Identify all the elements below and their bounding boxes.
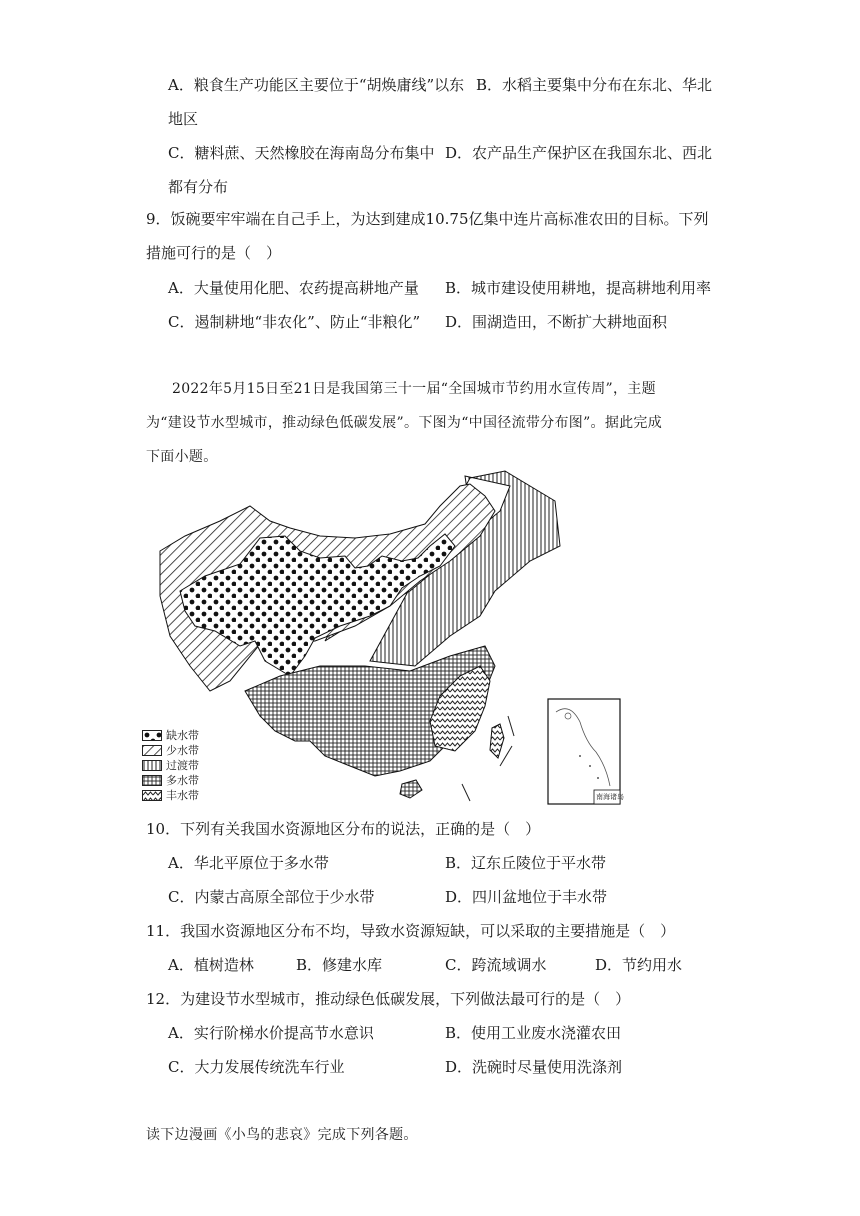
south-china-sea-inset — [548, 699, 620, 804]
legend-swatch-diag — [142, 745, 162, 756]
q9-option-d: D．围湖造田，不断扩大耕地面积 — [445, 313, 668, 331]
q10-option-c: C．内蒙古高原全部位于少水带 — [168, 888, 375, 906]
q9-option-b: B．城市建设使用耕地，提高耕地利用率 — [445, 279, 712, 297]
legend-label: 过渡带 — [166, 759, 199, 772]
q10-option-a: A．华北平原位于多水带 — [168, 854, 329, 872]
legend-swatch-grid — [142, 775, 162, 786]
legend-label: 缺水带 — [166, 729, 199, 742]
closing-instruction: 读下边漫画《小鸟的悲哀》完成下列各题。 — [146, 1127, 418, 1143]
passage-line3: 下面小题。 — [146, 449, 218, 465]
q11-stem: 11．我国水资源地区分布不均，导致水资源短缺，可以采取的主要措施是（ ） — [146, 922, 676, 940]
q10-option-b: B．辽东丘陵位于平水带 — [445, 854, 607, 872]
q9-stem-line1: 9．饭碗要牢牢端在自己手上，为达到建成10.75亿集中连片高标准农田的目标。下列 — [146, 210, 709, 228]
legend-label: 丰水带 — [166, 789, 199, 802]
q11-option-d: D．节约用水 — [595, 956, 683, 974]
q12-option-d: D．洗碗时尽量使用洗涤剂 — [445, 1058, 623, 1076]
q10-option-d: D．四川盆地位于丰水带 — [445, 888, 608, 906]
legend-label: 少水带 — [166, 744, 199, 757]
q8-option-c: C．糖料蔗、天然橡胶在海南岛分布集中 — [168, 144, 435, 162]
passage-line2: 为“建设节水型城市，推动绿色低碳发展”。下图为“中国径流带分布图”。据此完成 — [146, 415, 663, 431]
q11-option-a: A．植树造林 — [168, 956, 254, 974]
q12-option-c: C．大力发展传统洗车行业 — [168, 1058, 345, 1076]
q8-option-d-cont: 都有分布 — [168, 178, 229, 196]
q8-option-b-cont: 地区 — [168, 110, 199, 128]
legend-item-scarce — [142, 728, 199, 742]
legend-item-less — [142, 743, 199, 757]
legend-item-plentiful — [142, 788, 199, 802]
q9-option-a: A．大量使用化肥、农药提高耕地产量 — [168, 279, 419, 297]
legend-item-transition — [142, 758, 199, 772]
runoff-zone-map — [140, 466, 630, 806]
q11-option-c: C．跨流域调水 — [445, 956, 547, 974]
q9-stem-line2: 措施可行的是（ ） — [146, 244, 282, 262]
q8-option-d: D．农产品生产保护区在我国东北、西北 — [445, 144, 713, 162]
q11-option-b: B．修建水库 — [296, 956, 383, 974]
inset-label: 南海诸岛 — [596, 793, 624, 801]
legend-swatch-vert — [142, 760, 162, 771]
map-legend — [142, 728, 222, 806]
q9-option-c: C．遏制耕地“非农化”、防止“非粮化” — [168, 313, 421, 331]
legend-swatch-dots — [142, 730, 162, 741]
legend-swatch-zigzag — [142, 790, 162, 801]
q12-option-b: B．使用工业废水浇灌农田 — [445, 1024, 622, 1042]
q8-option-b: B．水稻主要集中分布在东北、华北 — [476, 76, 713, 94]
q8-option-a: A．粮食生产功能区主要位于“胡焕庸线”以东 — [168, 76, 465, 94]
hainan-island — [400, 780, 422, 798]
q10-stem: 10．下列有关我国水资源地区分布的说法，正确的是（ ） — [146, 820, 541, 838]
legend-label: 多水带 — [166, 774, 199, 787]
q12-stem: 12．为建设节水型城市，推动绿色低碳发展，下列做法最可行的是（ ） — [146, 990, 631, 1008]
q12-option-a: A．实行阶梯水价提高节水意识 — [168, 1024, 374, 1042]
taiwan-island — [490, 724, 504, 758]
legend-item-more — [142, 773, 199, 787]
passage-line1: 2022年5月15日至21日是我国第三十一届“全国城市节约用水宣传周”，主题 — [172, 381, 656, 397]
